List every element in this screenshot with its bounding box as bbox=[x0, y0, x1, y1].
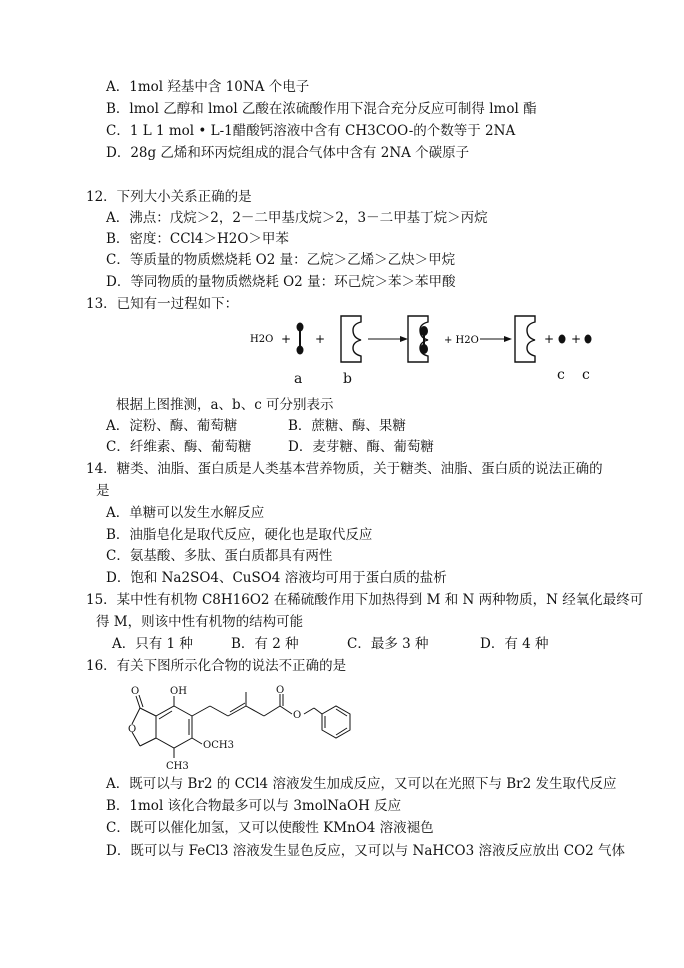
q15-option-b: B．有 2 种 bbox=[231, 636, 299, 652]
label-ring-o: O bbox=[128, 724, 137, 735]
scheme-h2o-1: H2O bbox=[250, 334, 274, 345]
product-c-1-icon bbox=[559, 335, 566, 344]
q16-option-c: C．既可以催化加氢，又可以使酸性 KMnO4 溶液褪色 bbox=[106, 820, 434, 836]
q12-option-a: A．沸点：戊烷＞2，2－二甲基戊烷＞2，3－二甲基丁烷＞丙烷 bbox=[106, 210, 488, 226]
enzyme-substrate-complex-icon bbox=[408, 316, 428, 362]
q15-option-d: D．有 4 种 bbox=[480, 636, 549, 652]
q14-option-d: D．饱和 Na2SO4、CuSO4 溶液均可用于蛋白质的盐析 bbox=[106, 570, 447, 586]
q13-prompt: 根据上图推测，a、b、c 可分别表示 bbox=[116, 397, 334, 413]
enzyme-b-icon bbox=[341, 316, 361, 362]
chemical-structure-diagram bbox=[118, 684, 358, 780]
q15-stem-line1: 15．某中性有机物 C8H16O2 在稀硫酸作用下加热得到 M 和 N 两种物质，N 经氧化最终可 bbox=[86, 592, 644, 608]
q13-stem: 13．已知有一过程如下： bbox=[86, 296, 239, 312]
q14-stem-line1: 14．糖类、油脂、蛋白质是人类基本营养物质，关于糖类、油脂、蛋白质的说法正确的 bbox=[86, 461, 603, 477]
q14-option-b: B．油脂皂化是取代反应，硬化也是取代反应 bbox=[106, 527, 373, 543]
q13-option-a: A．淀粉、酶、葡萄糖 bbox=[106, 418, 238, 434]
scheme-plus-1: + bbox=[281, 332, 292, 346]
molecule-a-icon bbox=[297, 323, 304, 355]
scheme-plus-3: + bbox=[544, 332, 555, 346]
scheme-plus-2: + bbox=[315, 332, 326, 346]
q14-option-c: C．氨基酸、多肽、蛋白质都具有两性 bbox=[106, 548, 333, 564]
label-c2: c bbox=[582, 367, 590, 383]
label-ester-o: O bbox=[293, 710, 302, 721]
prev-option-d: D．28g 乙烯和环丙烷组成的混合气体中含有 2NA 个碳原子 bbox=[106, 145, 470, 161]
q16-option-b: B．1mol 该化合物最多可以与 3molNaOH 反应 bbox=[106, 798, 402, 814]
q15-stem-line2: 得 M，则该中性有机物的结构可能 bbox=[96, 614, 304, 630]
label-och3: OCH3 bbox=[203, 740, 234, 751]
q12-option-b: B．密度：CCl4＞H2O＞甲苯 bbox=[106, 231, 289, 247]
label-ch3: CH3 bbox=[166, 761, 189, 772]
scheme-plus-4: + bbox=[571, 332, 582, 346]
scheme-h2o-2: + H2O bbox=[444, 335, 479, 346]
enzyme-free-icon bbox=[515, 316, 535, 362]
q13-option-d: D．麦芽糖、酶、葡萄糖 bbox=[288, 439, 434, 455]
q16-option-d: D．既可以与 FeCl3 溶液发生显色反应，又可以与 NaHCO3 溶液反应放出 CO2 气体 bbox=[106, 843, 626, 859]
prev-option-c: C．1 L 1 mol • L-1醋酸钙溶液中含有 CH3COO-的个数等于 2NA bbox=[106, 123, 516, 139]
q12-stem: 12．下列大小关系正确的是 bbox=[86, 189, 252, 205]
q14-option-a: A．单糖可以发生水解反应 bbox=[106, 505, 265, 521]
prev-option-b: B．lmol 乙醇和 lmol 乙酸在浓硫酸作用下混合充分反应可制得 lmol 酯 bbox=[106, 101, 537, 117]
q16-stem: 16．有关下图所示化合物的说法不正确的是 bbox=[86, 658, 347, 674]
q13-option-b: B．蔗糖、酶、果糖 bbox=[288, 418, 406, 434]
label-ester-carbonyl-o: O bbox=[276, 685, 285, 696]
label-carbonyl-o: O bbox=[131, 686, 140, 697]
q15-option-c: C．最多 3 种 bbox=[347, 636, 429, 652]
q12-option-d: D．等同物质的量物质燃烧耗 O2 量：环己烷＞苯＞苯甲酸 bbox=[106, 274, 456, 290]
label-oh: OH bbox=[170, 686, 187, 697]
q15-option-a: A．只有 1 种 bbox=[112, 636, 193, 652]
q13-option-c: C．纤维素、酶、葡萄糖 bbox=[106, 439, 252, 455]
q16-option-a: A．既可以与 Br2 的 CCl4 溶液发生加成反应，又可以在光照下与 Br2 发生取代反应 bbox=[106, 776, 617, 792]
label-a: a bbox=[294, 371, 303, 387]
q12-option-c: C．等质量的物质燃烧耗 O2 量：乙烷＞乙烯＞乙炔＞甲烷 bbox=[106, 252, 456, 268]
label-b: b bbox=[343, 371, 352, 387]
label-c1: c bbox=[557, 367, 565, 383]
q14-stem-line2: 是 bbox=[96, 483, 110, 499]
prev-option-a: A．1mol 羟基中含 10NA 个电子 bbox=[106, 79, 310, 95]
product-c-2-icon bbox=[585, 335, 592, 344]
